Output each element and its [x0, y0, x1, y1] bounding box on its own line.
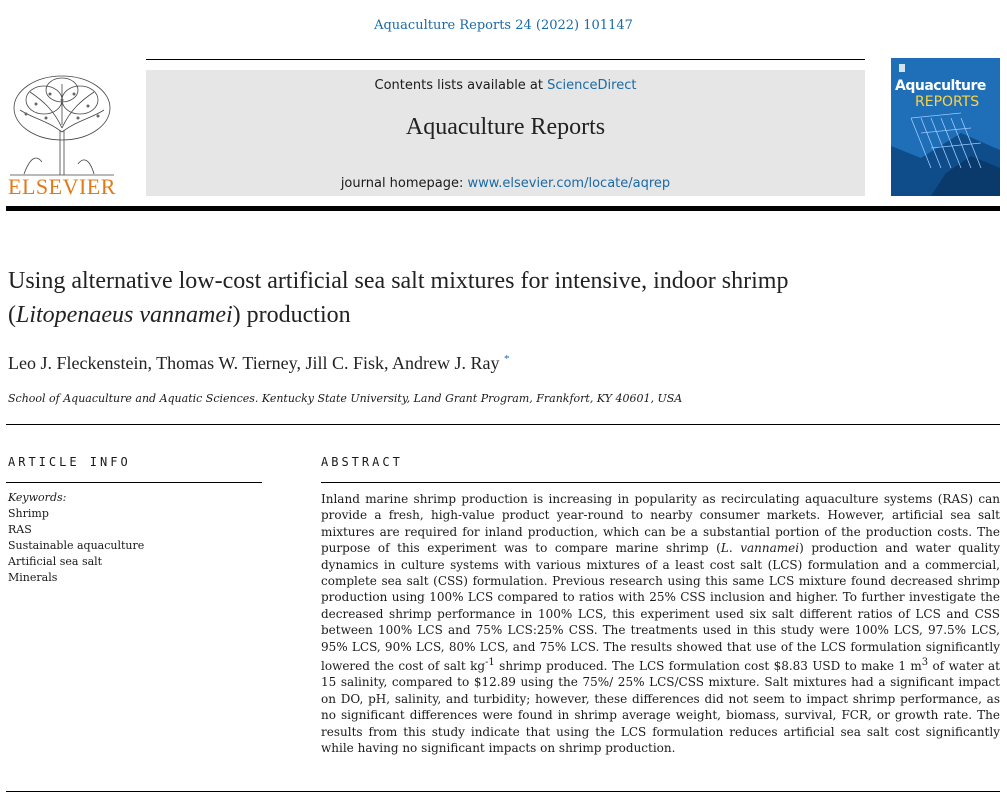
section-rule [6, 424, 1000, 425]
article-info-rule [6, 482, 262, 483]
header-thick-rule [6, 206, 1000, 211]
elsevier-wordmark: ELSEVIER [8, 174, 116, 199]
journal-title[interactable]: Aquaculture Reports [405, 114, 606, 140]
abstract-text-1: Inland marine shrimp production is increasing in popularity as recirculating aquaculture systems (RAS) can provide a fresh, high-value product year-round to nearby consumer markets. However, artificial sea salt mixtures are required for inland production, which can be a substantial portion of the production costs. The purpose of this experiment was to compare marine shrimp ( [321, 492, 1000, 556]
abstract-text-4: of water at 15 salinity, compared to $12.89 using the 75%/ 25% LCS/CSS mixture. Salt mixtures had a significant impact on DO, pH, salinity, and turbidity; however, these differences did not seem to impact shrimp performance, as no significant differences were found in shrimp average weight, biomass, survival, FCR, or growth rate. The results from this study indicate that using the LCS formulation reduces artificial sea salt cost significantly while having no significant impacts on shrimp production. [321, 659, 1001, 756]
keywords-block [8, 490, 144, 586]
abstract-sup-2: 3 [921, 657, 929, 669]
journal-cover[interactable] [891, 58, 1000, 196]
journal-masthead [146, 70, 865, 196]
homepage-line [146, 176, 865, 191]
abstract-sup-1: -1 [485, 657, 495, 669]
corresponding-author-marker[interactable]: * [504, 353, 510, 365]
keyword-item: Minerals [8, 571, 58, 584]
abstract-heading: ABSTRACT [321, 455, 403, 469]
abstract-rule [321, 482, 1000, 483]
contents-line [146, 78, 865, 93]
article-info-heading: ARTICLE INFO [8, 455, 131, 469]
abstract-text-3: shrimp produced. The LCS formulation cost $8.83 USD to make 1 m [494, 659, 922, 674]
affiliation: School of Aquaculture and Aquatic Sciences. Kentucky State University, Land Grant Program, Frankfort, KY 40601, USA [8, 392, 683, 405]
keywords-label: Keywords: [8, 491, 67, 504]
author-link[interactable]: Leo J. Fleckenstein [8, 353, 148, 373]
homepage-prefix: journal homepage: [340, 176, 468, 191]
elsevier-tree-icon [6, 70, 118, 178]
keyword-item: Artificial sea salt [8, 555, 103, 568]
keyword-item: RAS [8, 523, 32, 536]
header-rule [146, 59, 865, 60]
author-link[interactable]: Thomas W. Tierney [156, 353, 297, 373]
cover-artwork-icon [891, 58, 1000, 196]
author-link[interactable]: Andrew J. Ray [392, 353, 500, 373]
homepage-link[interactable]: www.elsevier.com/locate/aqrep [467, 176, 671, 191]
keyword-item: Sustainable aquaculture [8, 539, 145, 552]
author-link[interactable]: Jill C. Fisk [305, 353, 385, 373]
sciencedirect-link[interactable]: ScienceDirect [547, 78, 637, 93]
abstract-paragraph [321, 491, 1000, 757]
elsevier-logo[interactable] [6, 70, 118, 200]
abstract-species: L. vannamei [720, 541, 800, 556]
cover-title-line2: REPORTS [915, 94, 980, 110]
keyword-item: Shrimp [8, 507, 49, 520]
cover-title-line1: Aquaculture [895, 78, 986, 94]
abstract-body [321, 491, 1000, 757]
citation-link[interactable]: Aquaculture Reports 24 (2022) 101147 [374, 18, 633, 33]
title-species: Litopenaeus vannamei [16, 302, 233, 328]
article-title [8, 264, 908, 332]
abstract-text-2: ) production and water quality dynamics in culture systems with various mixtures of a least cost salt (LCS) formulation and a commercial, complete sea salt (CSS) formulation. Previous research using this same LCS mixture found decreased shrimp production using 100% LCS compared to ratios with 25% CSS inclusion and higher. To further investigate the decreased shrimp performance in 100% LCS, this experiment used six salt different ratios of LCS and CSS between 100% LCS and 75% LCS:25% CSS. The treatments used in this study were 100% LCS, 97.5% LCS, 95% LCS, 90% LCS, 80% LCS, and 75% LCS. The results showed that use of the LCS formulation significantly lowered the cost of salt kg [321, 541, 1000, 674]
author-list: Leo J. Fleckenstein, Thomas W. Tierney, Jill C. Fisk, Andrew J. Ray * [8, 353, 510, 373]
journal-citation[interactable] [0, 18, 1007, 33]
contents-prefix: Contents lists available at [374, 78, 548, 93]
bottom-rule [6, 791, 1000, 792]
title-part-2: ) production [232, 302, 351, 328]
title-part-1: Using alternative low-cost artificial sea salt mixtures for intensive, indoor shrimp ( [8, 268, 789, 328]
